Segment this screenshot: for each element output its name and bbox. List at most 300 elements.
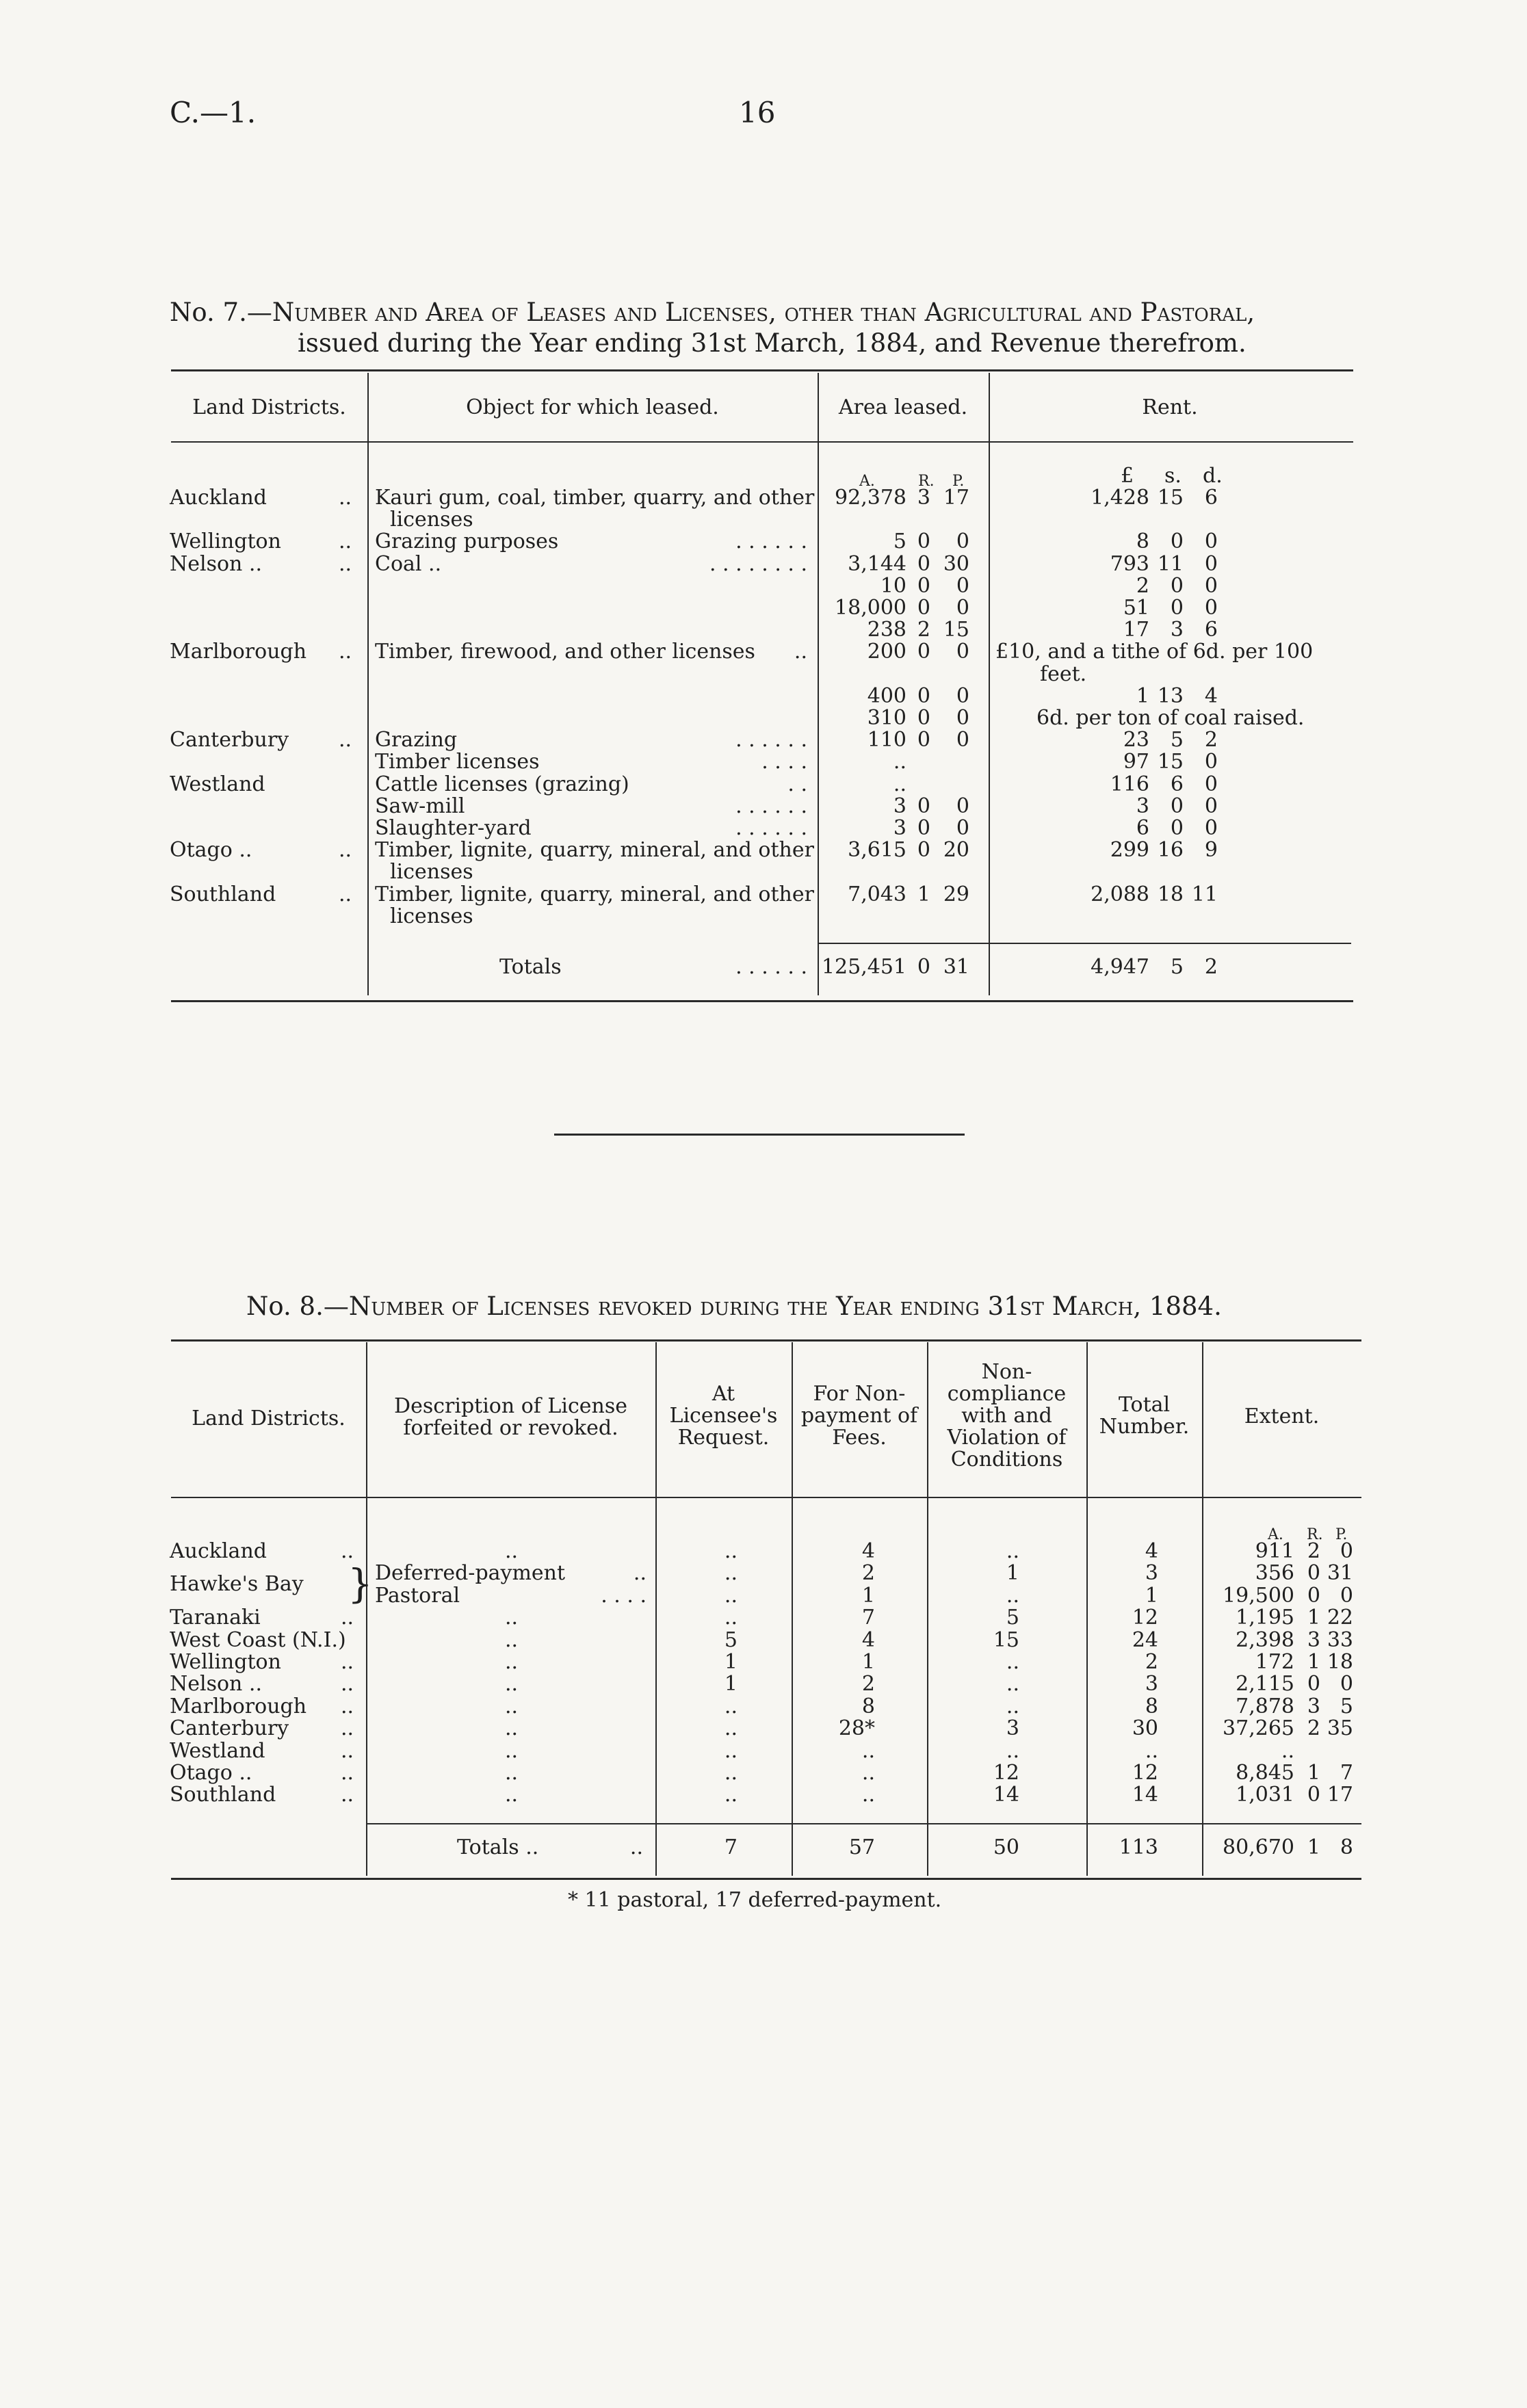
table8-header-total-line: Total <box>1118 1393 1171 1417</box>
table7-district-leader: .. <box>339 552 352 576</box>
table7-object-leader: . . . . . . <box>735 728 807 752</box>
table8-request: .. <box>724 1761 738 1785</box>
table8-fees: 4 <box>861 1539 875 1563</box>
table8-description: .. <box>505 1672 519 1696</box>
table7-district-leader: .. <box>339 728 352 752</box>
table7-area-acres: 92,378 <box>835 486 906 510</box>
table8-total: 2 <box>1145 1650 1158 1674</box>
table7-rent-pence: 6 <box>1204 486 1218 510</box>
table7-district-leader: .. <box>339 529 352 553</box>
table8-total: 12 <box>1132 1761 1158 1785</box>
table7-rent-pence: 0 <box>1204 750 1218 774</box>
table7-area-perches: 0 <box>956 640 969 664</box>
table7-rent-pounds: 97 <box>1123 750 1149 774</box>
table7-rent-pounds: 299 <box>1110 838 1149 862</box>
table7-district: Westland <box>170 772 265 796</box>
table7-area-acres: 3 <box>893 816 906 840</box>
table7-district-leader: .. <box>339 838 352 862</box>
table8-fees: 2 <box>861 1672 875 1696</box>
table8-extent-acres: 37,265 <box>1223 1716 1294 1740</box>
table7-header-object: Object for which leased. <box>466 395 719 419</box>
table8-header-rule <box>171 1497 1361 1498</box>
table8-district-leader: .. <box>341 1739 354 1763</box>
table8-district-leader: .. <box>341 1539 354 1563</box>
table7-area-acres: 5 <box>893 529 906 553</box>
table7-totals-roods: 0 <box>917 955 930 979</box>
table8-district: Nelson .. <box>170 1672 262 1696</box>
table8-noncompliance: .. <box>1006 1694 1019 1718</box>
table7-totals-acres: 125,451 <box>821 955 906 979</box>
table7-rent-pence: 0 <box>1204 794 1218 818</box>
table7-unit-roods: R. <box>918 473 935 490</box>
table7-district: Nelson .. <box>170 552 262 576</box>
table8-noncompliance: .. <box>1006 1650 1019 1674</box>
table8-header-district: Land Districts. <box>192 1406 345 1430</box>
table8-noncompliance: 14 <box>993 1783 1019 1807</box>
table7-title-prefix: No. 7.— <box>170 298 272 327</box>
table8-extent-perches: 0 <box>1340 1672 1353 1696</box>
table8-noncompliance: 3 <box>1006 1716 1019 1740</box>
table7-area-perches: 0 <box>956 684 969 708</box>
table7-district: Otago .. <box>170 838 252 862</box>
table7-rent-pence: 0 <box>1204 529 1218 553</box>
table7-rent-shillings: 3 <box>1170 618 1184 642</box>
table8-header-noncompliance <box>927 1361 1086 1471</box>
table8-extent-roods: 0 <box>1307 1783 1320 1807</box>
table7-object: Timber, lignite, quarry, mineral, and other <box>375 838 814 862</box>
table7-rent-shillings: 18 <box>1157 882 1184 906</box>
table8-request: 1 <box>724 1650 738 1674</box>
table8-header-fees-line: Fees. <box>832 1426 887 1450</box>
table8-extent-roods: 2 <box>1307 1539 1320 1563</box>
table7-district: Southland <box>170 882 276 906</box>
table7-object-leader: . . <box>787 772 807 796</box>
table8-request: 5 <box>724 1628 738 1652</box>
table8-header-request-line: Request. <box>677 1426 770 1450</box>
table8-description: .. <box>505 1761 519 1785</box>
table7-area-acres: 3 <box>893 794 906 818</box>
table7-rent-pounds: 1 <box>1136 684 1149 708</box>
table8-total: 24 <box>1132 1628 1158 1652</box>
table8-total: 30 <box>1132 1716 1158 1740</box>
table8-extent-perches: 33 <box>1327 1628 1353 1652</box>
table8-fees: 7 <box>861 1606 875 1630</box>
table8-request: .. <box>724 1561 738 1585</box>
table7-rent-pence: 0 <box>1204 772 1218 796</box>
table8-extent-roods: 1 <box>1307 1650 1320 1674</box>
table7-area-acres: 400 <box>867 684 906 708</box>
table7-object-leader: . . . . . . <box>735 794 807 818</box>
table7-area-roods: 0 <box>917 552 930 576</box>
table7-area-roods: 0 <box>917 794 930 818</box>
table7-area-roods: 2 <box>917 618 930 642</box>
table7-unit-acres: A. <box>859 473 875 490</box>
table7-area-perches: 0 <box>956 529 969 553</box>
table7-object: licenses <box>390 508 473 532</box>
table8-fees: .. <box>861 1761 875 1785</box>
table8-noncompliance: .. <box>1006 1739 1019 1763</box>
table8-district: Auckland <box>170 1539 267 1563</box>
table7-totals-dots: . . . . . . <box>735 955 807 979</box>
table7-area-acres: 3,144 <box>848 552 906 576</box>
table7-area-perches: 29 <box>943 882 969 906</box>
table7-district-leader: .. <box>339 882 352 906</box>
table7-object: Cattle licenses (grazing) <box>375 772 629 796</box>
table7-rent-pounds: 17 <box>1123 618 1149 642</box>
table8-header-description <box>366 1396 655 1439</box>
table7-rent-pounds: 3 <box>1136 794 1149 818</box>
table7-rent-note: 6d. per ton of coal raised. <box>1036 706 1305 730</box>
table8-title-prefix: No. 8.— <box>246 1292 349 1321</box>
table8-description: .. <box>505 1606 519 1630</box>
table8-extent-perches: 5 <box>1340 1694 1353 1718</box>
table7-header-district: Land Districts. <box>192 395 346 419</box>
table7-unit-pence: d. <box>1203 464 1223 488</box>
table8-header-request <box>655 1383 792 1449</box>
table7-totals-pounds: 4,947 <box>1091 955 1149 979</box>
table8-extent-perches: 7 <box>1340 1761 1353 1785</box>
table7-rent-pence: 0 <box>1204 574 1218 598</box>
table7-rent-shillings: 6 <box>1170 772 1184 796</box>
table8-extent-perches: 35 <box>1327 1716 1353 1740</box>
table8-extent-acres: .. <box>1281 1739 1294 1763</box>
table8-extent-roods: 3 <box>1307 1628 1320 1652</box>
table8-extent-acres: 172 <box>1255 1650 1294 1674</box>
table7-area-roods: 0 <box>917 838 930 862</box>
table7-totals-pence: 2 <box>1204 955 1218 979</box>
table7-object: Saw-mill <box>375 794 465 818</box>
table8-district-leader: .. <box>341 1716 354 1740</box>
table8-district-leader: .. <box>341 1761 354 1785</box>
table8-request: 1 <box>724 1672 738 1696</box>
table8-district: Otago .. <box>170 1761 252 1785</box>
table8-extent-perches: 31 <box>1327 1561 1353 1585</box>
table7-rent-pence: 2 <box>1204 728 1218 752</box>
table7-area-perches: 15 <box>943 618 969 642</box>
table8-header-noncompliance-line: Violation of <box>947 1426 1067 1450</box>
table8-description: .. <box>505 1539 519 1563</box>
table7-object: Grazing purposes <box>375 529 559 553</box>
table7-rent-shillings: 0 <box>1170 816 1184 840</box>
table8-extent-roods: 2 <box>1307 1716 1320 1740</box>
table7-rent-pounds: 1,428 <box>1091 486 1149 510</box>
table7-object: Timber licenses <box>375 750 540 774</box>
table7-unit-perches: P. <box>952 473 965 490</box>
table8-fees: 1 <box>861 1650 875 1674</box>
table8-district: Taranaki <box>170 1606 261 1630</box>
table8-description-leader: .. <box>633 1561 647 1585</box>
table7-area-perches: 0 <box>956 794 969 818</box>
table8-extent-perches: 0 <box>1340 1539 1353 1563</box>
table8-header-total <box>1086 1394 1202 1438</box>
table7-rent-shillings: 13 <box>1157 684 1184 708</box>
table7-rent-note: feet. <box>1040 662 1087 686</box>
table8-fees: .. <box>861 1783 875 1807</box>
table7-rent-pounds: 2 <box>1136 574 1149 598</box>
table8-request: .. <box>724 1783 738 1807</box>
table7-rent-pounds: 23 <box>1123 728 1149 752</box>
table8-header-fees <box>792 1383 927 1449</box>
table8-noncompliance: 1 <box>1006 1561 1019 1585</box>
table8-total: 3 <box>1145 1672 1158 1696</box>
table7-district: Marlborough <box>170 640 307 664</box>
table7-totals-perches: 31 <box>943 955 969 979</box>
table8-header-extent: Extent. <box>1244 1404 1320 1428</box>
table8-extent-acres: 19,500 <box>1223 1584 1294 1608</box>
table7-object-leader: . . . . . . <box>735 816 807 840</box>
table8-header-request-line: Licensee's <box>669 1404 778 1428</box>
table8-extent-perches: 17 <box>1327 1783 1353 1807</box>
table8-description: .. <box>505 1716 519 1740</box>
table7-area-roods: 0 <box>917 684 930 708</box>
hawkes-bay-brace: } <box>348 1560 373 1607</box>
table8-request: .. <box>724 1606 738 1630</box>
table8-district: Southland <box>170 1783 276 1807</box>
table8-district: Hawke's Bay <box>170 1572 304 1596</box>
table7-object: Kauri gum, coal, timber, quarry, and other <box>375 486 815 510</box>
table8-totals-fees: 57 <box>848 1835 875 1859</box>
table7-rent-shillings: 15 <box>1157 750 1184 774</box>
table8-extent-acres: 7,878 <box>1236 1694 1294 1718</box>
table8-district: Wellington <box>170 1650 281 1674</box>
table7-area-roods: 3 <box>917 486 930 510</box>
table8-extent-acres: 2,115 <box>1236 1672 1294 1696</box>
table8-description: Pastoral <box>375 1584 460 1608</box>
table8-unit-acres: A. <box>1268 1526 1283 1543</box>
table7-rent-pence: 9 <box>1204 838 1218 862</box>
page-number: 16 <box>739 96 776 129</box>
table7-object: licenses <box>390 860 473 884</box>
table7-rent-shillings: 0 <box>1170 529 1184 553</box>
table8-description: .. <box>505 1650 519 1674</box>
table7-district: Auckland <box>170 486 267 510</box>
table7-unit-pounds: £ <box>1121 464 1134 488</box>
table8-district-leader: .. <box>341 1672 354 1696</box>
table8-fees: .. <box>861 1739 875 1763</box>
table8-extent-roods: 0 <box>1307 1672 1320 1696</box>
table7-rent-pounds: 8 <box>1136 529 1149 553</box>
table8-district: Marlborough <box>170 1694 307 1718</box>
table7-title-line1: Number and Area of Leases and Licenses, other than Agricultural and Pastoral, <box>272 298 1255 327</box>
table7-area-roods: 0 <box>917 574 930 598</box>
table7-object-leader: . . . . <box>761 750 807 774</box>
table8-totals-noncompliance: 50 <box>993 1835 1019 1859</box>
table8-totals-acres: 80,670 <box>1223 1835 1294 1859</box>
table8-district-leader: .. <box>341 1650 354 1674</box>
table7-area-perches: 0 <box>956 816 969 840</box>
table7-area-acres: .. <box>893 772 906 796</box>
table8-extent-acres: 356 <box>1255 1561 1294 1585</box>
table8-noncompliance: .. <box>1006 1672 1019 1696</box>
table7-header-rent: Rent. <box>1142 395 1198 419</box>
table7-rent-pounds: 793 <box>1110 552 1149 576</box>
table8-header-request-line: At <box>712 1382 735 1406</box>
table7-header-area: Area leased. <box>838 395 968 419</box>
table7-rent-pounds: 51 <box>1123 596 1149 620</box>
table8-extent-acres: 911 <box>1255 1539 1294 1563</box>
table7-object: Coal .. <box>375 552 442 576</box>
table7-rent-pence: 11 <box>1191 882 1218 906</box>
table7-rent-pounds: 6 <box>1136 816 1149 840</box>
table8-noncompliance: 12 <box>993 1761 1019 1785</box>
table7-district-leader: .. <box>339 640 352 664</box>
table8-totals-rule <box>366 1823 1361 1824</box>
table8-fees: 28* <box>838 1716 875 1740</box>
table7-rent-note: £10, and a tithe of 6d. per 100 <box>995 640 1314 664</box>
table8-district-leader: .. <box>341 1783 354 1807</box>
table7-district: Canterbury <box>170 728 289 752</box>
table8-fees: 1 <box>861 1584 875 1608</box>
table8-district-leader: .. <box>341 1694 354 1718</box>
table7-rent-shillings: 15 <box>1157 486 1184 510</box>
table8-extent-acres: 2,398 <box>1236 1628 1294 1652</box>
table7-rent-pence: 0 <box>1204 552 1218 576</box>
table7-totals-shillings: 5 <box>1170 955 1184 979</box>
table7-district-leader: .. <box>339 486 352 510</box>
table8-header-fees-line: For Non- <box>813 1382 906 1406</box>
table8-total: 14 <box>1132 1783 1158 1807</box>
table8-extent-acres: 8,845 <box>1236 1761 1294 1785</box>
table8-district: Westland <box>170 1739 265 1763</box>
table7-area-perches: 17 <box>943 486 969 510</box>
table8-extent-roods: 3 <box>1307 1694 1320 1718</box>
table7-area-acres: 18,000 <box>835 596 906 620</box>
table8-request: .. <box>724 1716 738 1740</box>
table8-extent-roods: 0 <box>1307 1561 1320 1585</box>
table7-area-roods: 0 <box>917 529 930 553</box>
table8-title-text: Number of Licenses revoked during the Year ending 31st March, 1884. <box>348 1292 1222 1321</box>
table7-area-roods: 1 <box>917 882 930 906</box>
table8-description: .. <box>505 1694 519 1718</box>
table7-area-acres: 310 <box>867 706 906 730</box>
table8-header-noncompliance-line: compliance <box>947 1382 1067 1406</box>
table8-fees: 8 <box>861 1694 875 1718</box>
table8-request: .. <box>724 1694 738 1718</box>
table7-rent-pounds: 2,088 <box>1091 882 1149 906</box>
table7-area-perches: 0 <box>956 706 969 730</box>
table7-rent-shillings: 0 <box>1170 596 1184 620</box>
table7-rent-pence: 6 <box>1204 618 1218 642</box>
table8-total: 1 <box>1145 1584 1158 1608</box>
table8-extent-roods: 0 <box>1307 1584 1320 1608</box>
table7-area-perches: 0 <box>956 728 969 752</box>
table7-object: Grazing <box>375 728 458 752</box>
table7-object-leader: .. <box>794 640 807 664</box>
table8-description: .. <box>505 1739 519 1763</box>
table7-totals-label: Totals <box>499 955 562 979</box>
table8-extent-perches: 22 <box>1327 1606 1353 1630</box>
table7-rent-shillings: 5 <box>1170 728 1184 752</box>
document-code: C.—1. <box>170 96 257 129</box>
table7-area-acres: 110 <box>867 728 906 752</box>
table7-area-roods: 0 <box>917 706 930 730</box>
table8-extent-perches: 0 <box>1340 1584 1353 1608</box>
table7-rent-pence: 0 <box>1204 596 1218 620</box>
table8-unit-perches: P. <box>1335 1526 1348 1543</box>
table7-area-perches: 0 <box>956 574 969 598</box>
table7-area-perches: 0 <box>956 596 969 620</box>
table7-object: licenses <box>390 904 473 928</box>
table8-total: 4 <box>1145 1539 1158 1563</box>
table8-extent-roods: 1 <box>1307 1761 1320 1785</box>
table7-title-line2: issued during the Year ending 31st March, 1884, and Revenue therefrom. <box>298 328 1247 358</box>
table8-district-leader: .. <box>341 1606 354 1630</box>
table7-area-acres: 7,043 <box>848 882 906 906</box>
table8-request: .. <box>724 1584 738 1608</box>
table8-extent-acres: 1,031 <box>1236 1783 1294 1807</box>
table7-object-leader: . . . . . . <box>735 529 807 553</box>
table8-description: .. <box>505 1783 519 1807</box>
table8-header-description-line: forfeited or revoked. <box>403 1416 618 1440</box>
table7-rent-shillings: 11 <box>1157 552 1184 576</box>
table8-header-noncompliance-line: with and <box>961 1404 1052 1428</box>
table8-totals-roods: 1 <box>1307 1835 1320 1859</box>
table7-rent-shillings: 0 <box>1170 574 1184 598</box>
table7-area-acres: 238 <box>867 618 906 642</box>
table8-request: .. <box>724 1739 738 1763</box>
table7-rent-pence: 0 <box>1204 816 1218 840</box>
table7-area-acres: .. <box>893 750 906 774</box>
table8-totals-dots: .. <box>629 1835 643 1859</box>
table7-unit-shillings: s. <box>1164 464 1182 488</box>
table8-unit-roods: R. <box>1307 1526 1323 1543</box>
table8-totals-request: 7 <box>724 1835 738 1859</box>
table8-district: Canterbury <box>170 1716 289 1740</box>
table8-totals-perches: 8 <box>1340 1835 1353 1859</box>
table8-total: 3 <box>1145 1561 1158 1585</box>
table7-object: Slaughter-yard <box>375 816 532 840</box>
table7-rent-pounds: 116 <box>1110 772 1149 796</box>
table7-area-acres: 10 <box>880 574 906 598</box>
table8-fees: 2 <box>861 1561 875 1585</box>
table7-area-roods: 0 <box>917 728 930 752</box>
table8-noncompliance: .. <box>1006 1584 1019 1608</box>
table7-area-acres: 3,615 <box>848 838 906 862</box>
table8-request: .. <box>724 1539 738 1563</box>
table8-description: Deferred-payment <box>375 1561 566 1585</box>
table8-extent-perches: 18 <box>1327 1650 1353 1674</box>
table8-header-description-line: Description of License <box>394 1394 627 1418</box>
table8-noncompliance: 5 <box>1006 1606 1019 1630</box>
table8-description: .. <box>505 1628 519 1652</box>
table7-area-perches: 20 <box>943 838 969 862</box>
table8-totals-total: 113 <box>1119 1835 1158 1859</box>
table8-header-noncompliance-line: Non- <box>981 1360 1032 1384</box>
table8-header-noncompliance-line: Conditions <box>950 1448 1063 1471</box>
table8-footnote: * 11 pastoral, 17 deferred-payment. <box>568 1888 942 1912</box>
table8-totals-label: Totals .. <box>457 1835 539 1859</box>
table7-rent-pence: 4 <box>1204 684 1218 708</box>
table8-top-rule <box>171 1339 1361 1342</box>
table8-district: West Coast (N.I.) <box>170 1628 346 1652</box>
table7-rent-shillings: 16 <box>1157 838 1184 862</box>
table8-bottom-rule <box>171 1878 1361 1880</box>
table7-area-roods: 0 <box>917 596 930 620</box>
table8-extent-roods: 1 <box>1307 1606 1320 1630</box>
table8-total: 8 <box>1145 1694 1158 1718</box>
table7-area-perches: 30 <box>943 552 969 576</box>
table7-object-leader: . . . . . . . . <box>709 552 807 576</box>
table8-description-leader: . . . . <box>601 1584 647 1608</box>
table7-object: Timber, lignite, quarry, mineral, and other <box>375 882 814 906</box>
table7-area-roods: 0 <box>917 640 930 664</box>
table8-noncompliance: 15 <box>993 1628 1019 1652</box>
table7-district: Wellington <box>170 529 281 553</box>
table8-extent-acres: 1,195 <box>1236 1606 1294 1630</box>
table7-area-acres: 200 <box>867 640 906 664</box>
table8-total: .. <box>1145 1739 1158 1763</box>
table7-area-roods: 0 <box>917 816 930 840</box>
